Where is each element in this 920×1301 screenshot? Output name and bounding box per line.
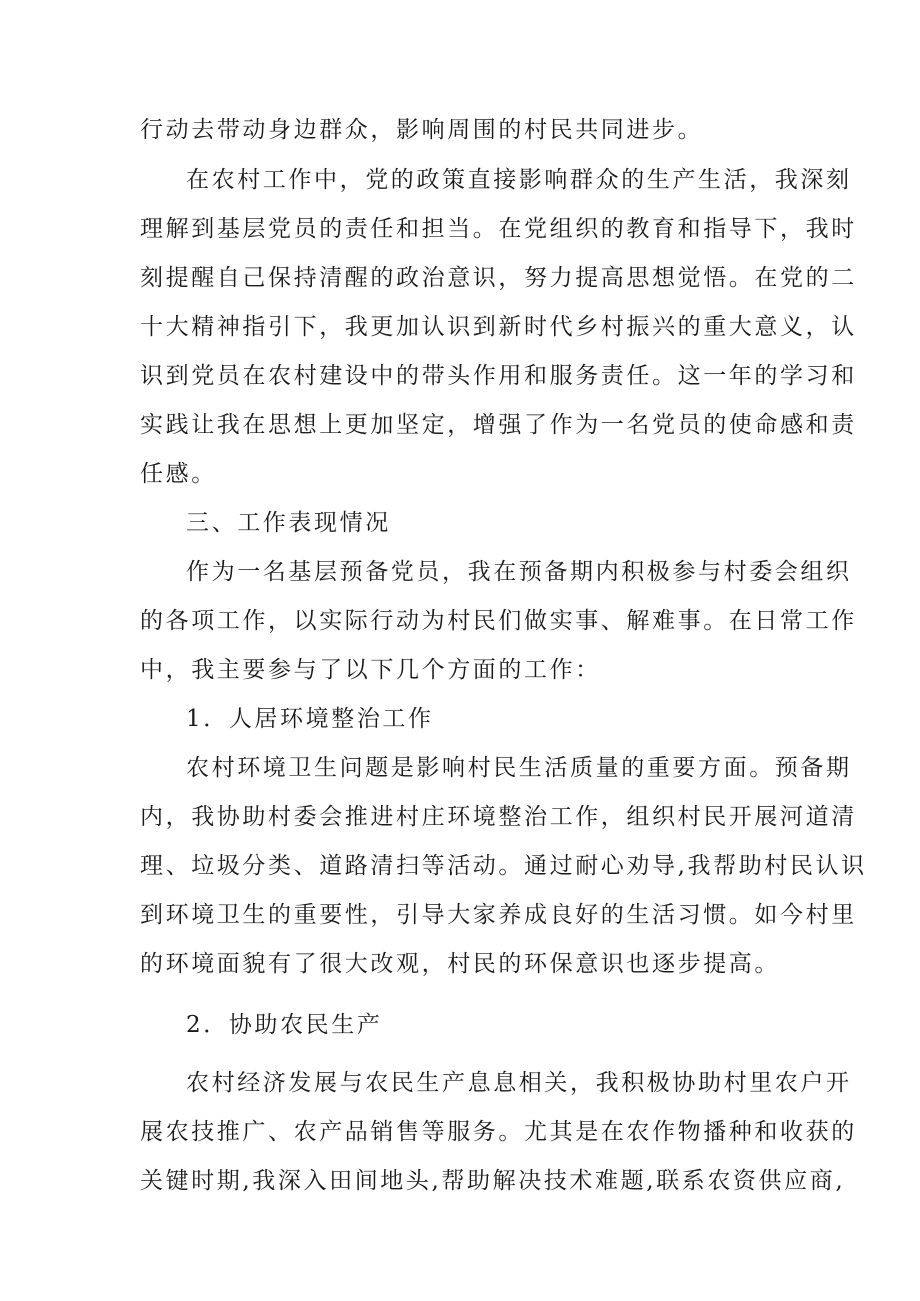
paragraph-first-line: 在农村工作中，党的政策直接影响群众的生产生活，我深刻 <box>186 167 852 193</box>
body-text-line: 的环境面貌有了很大改观，村民的环保意识也逐步提高。 <box>140 951 780 977</box>
body-text-line: 任感。 <box>140 461 217 487</box>
body-text-line: 内，我协助村委会推进村庄环境整治工作，组织村民开展河道清 <box>140 804 857 830</box>
body-text-line: 中，我主要参与了以下几个方面的工作： <box>140 657 601 683</box>
body-text-line: 理解到基层党员的责任和担当。在党组织的教育和指导下，我时 <box>140 216 857 242</box>
paragraph-first-line: 农村环境卫生问题是影响村民生活质量的重要方面。预备期 <box>186 755 852 781</box>
subsection-heading: 1．人居环境整治工作 <box>186 706 434 732</box>
body-text-line: 展农技推广、农产品销售等服务。尤其是在农作物播种和收获的 <box>140 1119 857 1145</box>
body-text-line: 行动去带动身边群众，影响周围的村民共同进步。 <box>140 117 704 143</box>
body-text-line: 刻提醒自己保持清醒的政治意识，努力提高思想觉悟。在党的二 <box>140 265 857 291</box>
body-text-line: 十大精神指引下，我更加认识到新时代乡村振兴的重大意义，认 <box>140 314 857 340</box>
body-text-line: 实践让我在思想上更加坚定，增强了作为一名党员的使命感和责 <box>140 412 857 438</box>
body-text-line: 识到党员在农村建设中的带头作用和服务责任。这一年的学习和 <box>140 363 857 389</box>
body-text-line: 关键时期,我深入田间地头,帮助解决技术难题,联系农资供应商, <box>140 1168 846 1194</box>
body-text-line: 理、垃圾分类、道路清扫等活动。通过耐心劝导,我帮助村民认识 <box>140 853 867 879</box>
section-heading: 三、工作表现情况 <box>186 510 391 536</box>
paragraph-first-line: 农村经济发展与农民生产息息相关，我积极协助村里农户开 <box>186 1070 852 1096</box>
paragraph-first-line: 作为一名基层预备党员，我在预备期内积极参与村委会组织 <box>186 559 852 585</box>
body-text-line: 的各项工作，以实际行动为村民们做实事、解难事。在日常工作 <box>140 608 857 634</box>
subsection-heading: 2．协助农民生产 <box>186 1012 383 1038</box>
body-text-line: 到环境卫生的重要性，引导大家养成良好的生活习惯。如今村里 <box>140 902 857 928</box>
